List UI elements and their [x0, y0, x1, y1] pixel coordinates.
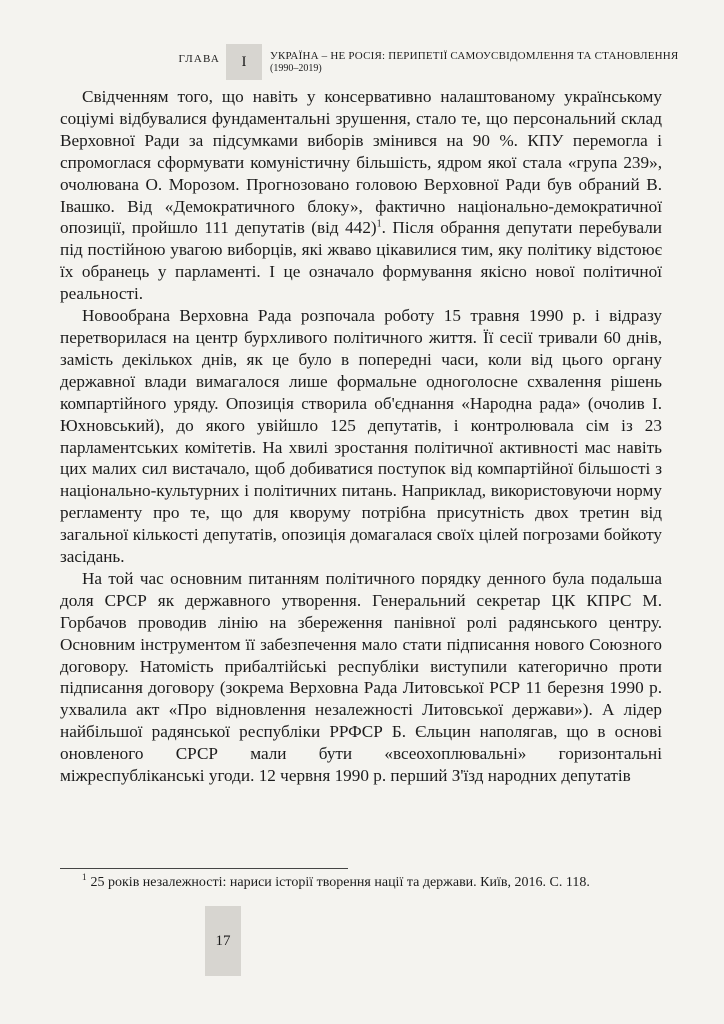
footnote-number: 1 [82, 872, 87, 883]
footnote [60, 874, 662, 892]
chapter-title: УКРАЇНА – НЕ РОСІЯ: ПЕРИПЕТІЇ САМОУСВІДОМЛЕННЯ ТА СТАНОВЛЕННЯ [270, 50, 679, 62]
page-number: 17 [215, 932, 231, 949]
footnote-text: 25 років незалежності: нариси історії творення нації та держави. Київ, 2016. С. 118. [90, 875, 590, 890]
footnote-divider [60, 868, 348, 869]
paragraph-text: На той час основним питанням політичного порядку денного була подальша доля СРСР як державного утворення. Генеральний секретар ЦК КПРС М. Горбачов проводив лінію на збереження панівної ролі радянського центру. Основним інструментом її забезпечення мало стати підписання нового Союзного договору. Натомість прибалтійські республіки виступили категорично проти підписання договору (зокрема Верховна Рада Литовської РСР 11 березня 1990 р. ухвалила акт «Про відновлення незалежності Литовської держави»). А лідер найбільшої радянської республіки РРФСР Б. Єльцин наполягав, що в основі оновленого СРСР мали бути «всеохоплювальні» горизонтальні міжреспубліканські угоди. 12 червня 1990 р. перший З'їзд народних депутатів [60, 568, 662, 786]
page-number-box [205, 906, 241, 976]
chapter-label: ГЛАВА [178, 53, 220, 65]
paragraph [60, 568, 662, 787]
paragraph-text: Новообрана Верховна Рада розпочала роботу 15 травня 1990 р. і відразу перетворилася на центр бурхливого політичного життя. Її сесії тривали 60 днів, замість декількох днів, як це було в попередні часи, коли від цього органу державної влади вимагалося лише формальне одноголосне схвалення рішень компартійного уряду. Опозиція створила об'єднання «Народна рада» (очолив І. Юхновський), до якого увійшло 125 депутатів, і контролювала сім із 23 парламентських комітетів. На хвилі зростання політичної активності мас навіть цих малих сил вистачало, щоб добиватися поступок від компартійної більшості з національно-культурних і політичних питань. Наприклад, використовуючи норму регламенту про те, що для кворуму потрібна присутність двох третин від загальної кількості депутатів, опозиція домагалася своїх цілей погрозами бойкоту засідань. [60, 306, 662, 567]
paragraph [60, 86, 662, 305]
running-header [176, 44, 678, 80]
chapter-number: I [241, 53, 247, 70]
footnote-reference[interactable]: 1 [376, 218, 382, 230]
paragraph [60, 305, 662, 568]
body-text [60, 86, 662, 787]
paragraph-text: . Після обрання депутати перебували під постійною увагою виборців, які жваво цікавилися тим, яку політику відстоює їх обранець у парламенті. І це означало формування якісно нової політичної реальності. [60, 218, 662, 304]
chapter-number-box [226, 44, 262, 80]
header-text [270, 44, 678, 75]
paragraph-text: Свідченням того, що навіть у консервативно налаштованому українському соціумі відбувалися фундаментальні зрушення, стало те, що персональний склад Верховної Ради за підсумками виборів змінився на 90 %. КПУ перемогла і спромоглася сформувати комуністичну більшість, ядром якої стала «група 239», очолювана О. Морозом. Прогнозовано головою Верховної Ради був обраний В. Івашко. Від «Демократичного блоку», фактично національно-демократичної опозиції, пройшло 111 депутатів (від 442) [60, 87, 662, 238]
chapter-years: (1990–2019) [270, 63, 322, 74]
